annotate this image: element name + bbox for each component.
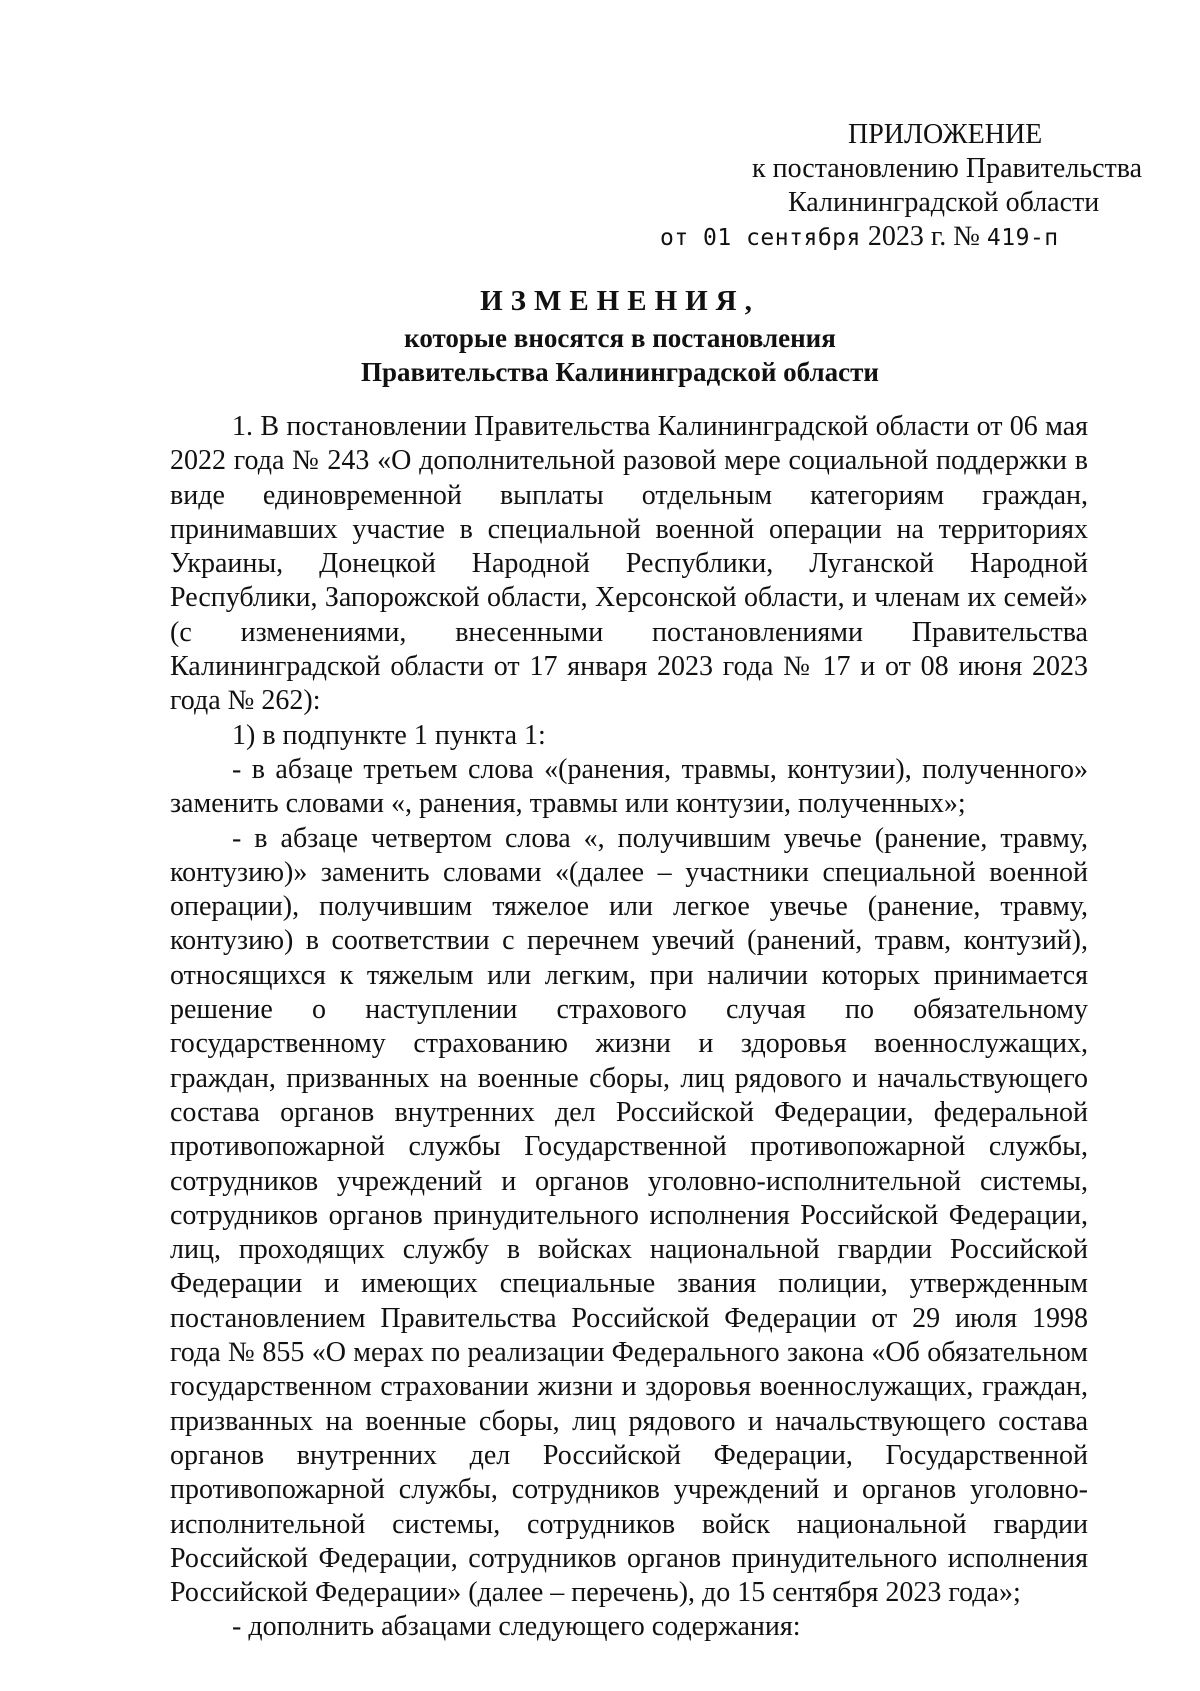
paragraph-abzac-4: - в абзаце четвертом слова «, получившим увечье (ранение, травму, контузию)» заменить словами «(далее – участники специальной военной операции), получившим тяжелое или легкое увечье (ранение, травму, контузию) в соответствии с перечнем увечий (ранений, травм, контузий), относящихся к тяжелым или легким, при наличии которых принимается решение о наступлении страхового случая по обязательному государственному страхованию жизни и здоровья военнослужащих, граждан, призванных на военные сборы, лиц рядового и начальствующего состава органов внутренних дел Российской Федерации, федеральной противопожарной службы Государственной противопожарной службы, сотрудников учреждений и органов уголовно-исполнительной системы, сотрудников органов принудительного исполнения Российской Федерации, лиц, проходящих службу в войсках национальной гвардии Российской Федерации и имеющих специальные звания полиции, утвержденным постановлением Правительства Российской Федерации от 29 июля 1998 года № 855 «О мерах по реализации Федерального закона «Об обязательном государственном страховании жизни и здоровья военнослужащих, граждан, призванных на военные сборы, лиц рядового и начальствующего состава органов внутренних дел Российской Федерации, Государственной противопожарной службы, сотрудников учреждений и органов уголовно-исполнительной системы, сотрудников войск национальной гвардии Российской Федерации, сотрудников органов принудительного исполнения Российской Федерации» (далее – перечень), до 15 сентября 2023 года»;	[170, 822, 1088, 1609]
appendix-line-resolution: к постановлению Правительства	[752, 153, 1143, 184]
appendix-date-line	[660, 220, 1130, 255]
appendix-date-stamp: от 01 сентября	[660, 225, 861, 251]
appendix-title: ПРИЛОЖЕНИЕ	[848, 119, 1043, 150]
document-body	[170, 410, 1088, 1645]
appendix-block	[660, 118, 1143, 255]
document-heading	[170, 284, 1070, 389]
document-subtitle-line-2: Правительства Калининградской области	[361, 357, 879, 387]
paragraph-abzac-3: - в абзаце третьем слова «(ранения, травмы, контузии), полученного» заменить словами «, ранения, травмы или контузии, полученных»;	[170, 753, 1088, 820]
appendix-date-year: 2023 г. №	[867, 221, 980, 252]
paragraph-subitem: 1) в подпункте 1 пункта 1:	[232, 719, 546, 751]
paragraph-1: 1. В постановлении Правительства Калининградской области от 06 мая 2022 года № 243 «О дополнительной разовой мере социальной поддержки в виде единовременной выплаты отдельным категориям граждан, принимавших участие в специальной военной операции на территориях Украины, Донецкой Народной Республики, Луганской Народной Республики, Запорожской области, Херсонской области, и членам их семей» (с изменениями, внесенными постановлениями Правительства Калининградской области от 17 января 2023 года № 17 и от 08 июня 2023 года № 262):	[170, 411, 1088, 717]
document-subtitle-line-1: которые вносятся в постановления	[404, 323, 836, 353]
appendix-line-region: Калининградской области	[788, 187, 1100, 218]
paragraph-supplement: - дополнить абзацами следующего содержания:	[232, 1611, 801, 1643]
document-title: ИЗМЕНЕНИЯ,	[480, 285, 760, 317]
appendix-number-stamp: 419-п	[986, 225, 1059, 251]
